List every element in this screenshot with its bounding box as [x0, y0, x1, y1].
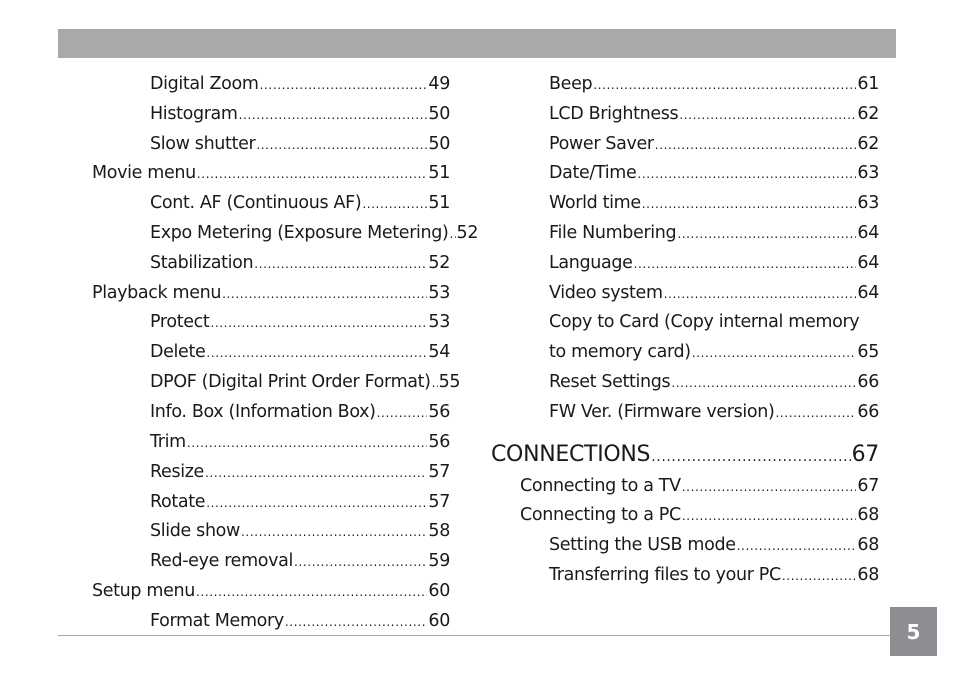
page-number-badge [890, 607, 937, 656]
dot-leader [187, 431, 428, 455]
dot-leader [737, 534, 857, 558]
dot-leader [593, 73, 856, 97]
dot-leader [637, 162, 856, 186]
toc-entry[interactable] [491, 251, 879, 275]
toc-entry-page: 56 [428, 402, 450, 422]
dot-leader [239, 103, 428, 127]
dot-leader [197, 162, 428, 186]
dot-leader [206, 341, 427, 365]
toc-entry-page: 57 [428, 492, 450, 512]
toc-entry[interactable] [92, 460, 450, 484]
toc-entry-title: Resize [150, 462, 204, 482]
toc-entry[interactable] [92, 549, 450, 573]
toc-entry-title: Info. Box (Information Box) [150, 402, 376, 422]
toc-entry[interactable] [491, 563, 879, 587]
dot-leader [664, 282, 857, 306]
toc-entry-title: Delete [150, 342, 206, 362]
toc-entry-page: 56 [428, 432, 450, 452]
toc-entry-title: Red-eye removal [150, 551, 294, 571]
toc-entry-title: Format Memory [150, 611, 284, 631]
dot-leader [222, 282, 427, 306]
toc-entry-title: FW Ver. (Firmware version) [549, 402, 775, 422]
toc-entry[interactable] [491, 132, 879, 156]
toc-entry[interactable] [92, 191, 450, 215]
toc-entry-page: 60 [428, 611, 450, 631]
dot-leader [241, 520, 427, 544]
toc-entry-title: Trim [150, 432, 186, 452]
toc-entry-page: 61 [857, 74, 879, 94]
toc-entry[interactable] [92, 132, 450, 156]
toc-entry-page: 54 [428, 342, 450, 362]
toc-entry[interactable] [491, 400, 879, 424]
page-number: 5 [906, 619, 921, 644]
toc-entry-page: 65 [857, 342, 879, 362]
toc-entry-page: 63 [857, 193, 879, 213]
dot-leader [679, 103, 856, 127]
dot-leader [210, 311, 427, 335]
toc-entry-title: Slow shutter [150, 134, 256, 154]
dot-leader [432, 371, 438, 395]
toc-entry[interactable] [92, 221, 479, 245]
toc-entry-title: Movie menu [92, 163, 196, 183]
footer-rule [58, 635, 890, 636]
toc-entry[interactable] [491, 281, 879, 305]
toc-entry-title: Video system [549, 283, 663, 303]
dot-leader [634, 252, 857, 276]
toc-entry[interactable] [491, 533, 879, 557]
dot-leader [256, 133, 427, 157]
toc-entry-title: Copy to Card (Copy internal memory [549, 312, 860, 332]
toc-entry-title: Language [549, 253, 633, 273]
toc-entry-title: World time [549, 193, 641, 213]
toc-entry-title: LCD Brightness [549, 104, 679, 124]
toc-entry-title: Power Saver [549, 134, 654, 154]
toc-entry-title: Expo Metering (Exposure Metering) [150, 223, 449, 243]
toc-entry-title: Setting the USB mode [549, 535, 736, 555]
toc-entry-page: 68 [857, 565, 879, 585]
toc-entry-page: 59 [428, 551, 450, 571]
toc-entry-page: 64 [857, 283, 879, 303]
toc-entry-page: 67 [857, 476, 879, 496]
toc-entry-page: 58 [428, 521, 450, 541]
toc-entry[interactable] [92, 400, 450, 424]
toc-entry-page: 62 [857, 134, 879, 154]
toc-entry[interactable] [92, 340, 450, 364]
toc-entry-title: Digital Zoom [150, 74, 259, 94]
toc-entry[interactable] [491, 161, 879, 185]
dot-leader [682, 475, 857, 499]
toc-entry-title: Histogram [150, 104, 238, 124]
toc-entry[interactable] [491, 221, 879, 245]
toc-entry-page: 68 [857, 505, 879, 525]
toc-entry-title: File Numbering [549, 223, 677, 243]
toc-entry-title: Cont. AF (Continuous AF) [150, 193, 362, 213]
toc-entry[interactable] [92, 281, 450, 305]
toc-entry-title: Connecting to a TV [520, 476, 681, 496]
toc-entry-title: Beep [549, 74, 593, 94]
toc-entry[interactable] [491, 340, 879, 364]
toc-entry-title: Slide show [150, 521, 240, 541]
toc-entry-title: to memory card) [549, 342, 691, 362]
toc-entry-page: 51 [428, 163, 450, 183]
toc-entry-page: 68 [857, 535, 879, 555]
dot-leader [651, 442, 850, 472]
toc-entry[interactable] [92, 370, 461, 394]
toc-entry[interactable] [491, 474, 879, 498]
toc-entry-page: 55 [438, 372, 461, 392]
toc-entry-page: 50 [428, 104, 450, 124]
dot-leader [655, 133, 857, 157]
dot-leader [260, 73, 428, 97]
toc-entry-page: 64 [857, 223, 879, 243]
toc-entry-title: Playback menu [92, 283, 222, 303]
dot-leader [285, 610, 428, 634]
toc-entry-title: Date/Time [549, 163, 637, 183]
toc-entry-page: 49 [428, 74, 450, 94]
toc-entry[interactable] [491, 310, 879, 334]
toc-entry-title: Protect [150, 312, 210, 332]
toc-entry-page: 53 [428, 283, 450, 303]
toc-entry-title: Reset Settings [549, 372, 671, 392]
toc-entry[interactable] [92, 430, 450, 454]
dot-leader [377, 401, 428, 425]
toc-entry-page: 52 [456, 223, 479, 243]
toc-entry[interactable] [491, 102, 879, 126]
toc-entry-page: 50 [428, 134, 450, 154]
dot-leader [254, 252, 427, 276]
toc-entry-page: 66 [857, 402, 879, 422]
toc-entry[interactable] [92, 102, 450, 126]
dot-leader [294, 550, 427, 574]
toc-entry-title: Rotate [150, 492, 206, 512]
toc-entry-title: Transferring files to your PC [549, 565, 781, 585]
toc-entry[interactable] [92, 161, 450, 185]
toc-entry[interactable] [92, 310, 450, 334]
toc-entry-page: 53 [428, 312, 450, 332]
toc-entry[interactable] [491, 72, 879, 96]
toc-entry[interactable] [491, 440, 879, 470]
toc-entry-title: Connecting to a PC [520, 505, 681, 525]
toc-entry[interactable] [92, 490, 450, 514]
toc-entry-page: 63 [857, 163, 879, 183]
dot-leader [677, 222, 856, 246]
toc-entry-page: 51 [428, 193, 450, 213]
dot-leader [362, 192, 427, 216]
toc-entry[interactable] [92, 609, 450, 633]
dot-leader [692, 341, 857, 365]
dot-leader [671, 371, 856, 395]
dot-leader [196, 580, 427, 604]
dot-leader [450, 222, 456, 246]
toc-entry-page: 66 [857, 372, 879, 392]
toc-entry[interactable] [92, 519, 450, 543]
toc-entry-page: 52 [428, 253, 450, 273]
toc-entry-page: 67 [851, 442, 879, 467]
toc-entry-title: Setup menu [92, 581, 195, 601]
toc-entry-title: CONNECTIONS [491, 442, 651, 467]
toc-entry[interactable] [92, 251, 450, 275]
toc-entry[interactable] [491, 370, 879, 394]
header-band [58, 29, 896, 58]
toc-entry-page: 60 [428, 581, 450, 601]
toc-entry-page: 64 [857, 253, 879, 273]
dot-leader [206, 491, 427, 515]
dot-leader [775, 401, 856, 425]
dot-leader [205, 461, 427, 485]
dot-leader [782, 564, 857, 588]
toc-entry-title: Stabilization [150, 253, 254, 273]
dot-leader [682, 504, 857, 528]
toc-entry[interactable] [491, 503, 879, 527]
dot-leader [642, 192, 857, 216]
toc-entry-page: 57 [428, 462, 450, 482]
toc-entry-page: 62 [857, 104, 879, 124]
toc-entry[interactable] [92, 579, 450, 603]
toc-entry-title: DPOF (Digital Print Order Format) [150, 372, 431, 392]
toc-entry[interactable] [92, 72, 450, 96]
toc-entry[interactable] [491, 191, 879, 215]
